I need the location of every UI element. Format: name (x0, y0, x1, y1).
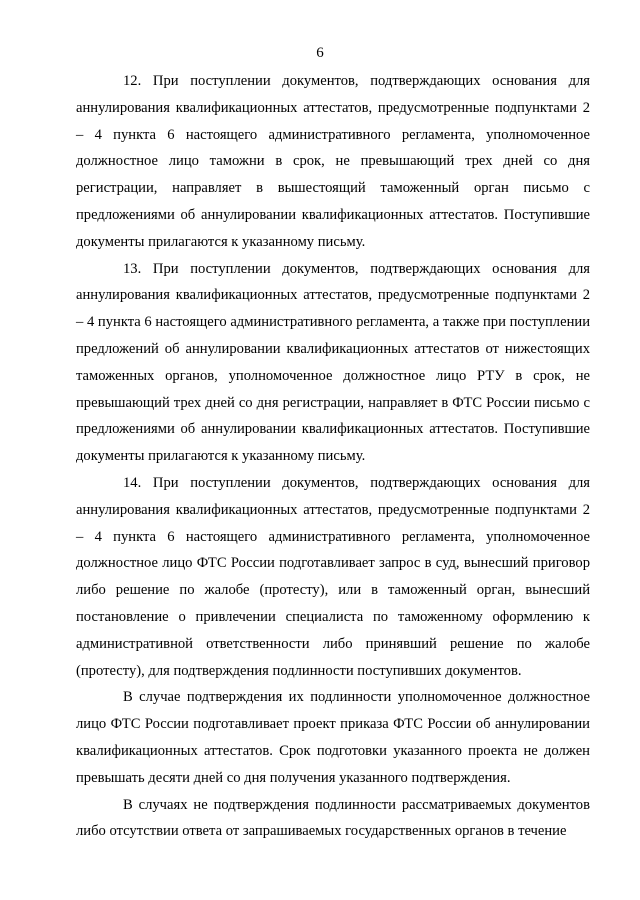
paragraph-12: 12. При поступлении документов, подтверждающих основания для аннулирования квалификационных аттестатов, предусмотренные подпунктами 2 – 4 пункта 6 настоящего административного регламента, уполномоченное должностное лицо таможни в срок, не превышающий трех дней со дня регистрации, направляет в вышестоящий таможенный орган письмо с предложениями об аннулировании квалификационных аттестатов. Поступившие документы прилагаются к указанному письму. (76, 73, 590, 250)
paragraph-confirmation: В случае подтверждения их подлинности уполномоченное должностное лицо ФТС России подготавливает проект приказа ФТС России об аннулировании квалификационных аттестатов. Срок подготовки указанного проекта не должен превышать десяти дней со дня получения указанного подтверждения. (76, 689, 590, 786)
paragraph-non-confirmation: В случаях не подтверждения подлинности рассматриваемых документов либо отсутствии ответа от запрашиваемых государственных органов в течение (76, 796, 590, 840)
paragraph-14: 14. При поступлении документов, подтверждающих основания для аннулирования квалификационных аттестатов, предусмотренные подпунктами 2 – 4 пункта 6 настоящего административного регламента, уполномоченное должностное лицо ФТС России подготавливает запрос в суд, вынесший приговор либо решение по жалобе (протесту), или в таможенный орган, вынесший постановление о привлечении специалиста по таможенному оформлению к административной ответственности либо принявший решение по жалобе (протесту), для подтверждения подлинности поступивших документов. (76, 474, 590, 679)
body-text (76, 68, 590, 845)
page-number: 6 (316, 45, 324, 61)
paragraph-13: 13. При поступлении документов, подтверждающих основания для аннулирования квалификационных аттестатов, предусмотренные подпунктами 2 – 4 пункта 6 настоящего административного регламента, а также при поступлении предложений об аннулировании квалификационных аттестатов от нижестоящих таможенных органов, уполномоченное должностное лицо РТУ в срок, не превышающий трех дней со дня регистрации, направляет в ФТС России письмо с предложениями об аннулировании квалификационных аттестатов. Поступившие документы прилагаются к указанному письму. (76, 260, 590, 465)
